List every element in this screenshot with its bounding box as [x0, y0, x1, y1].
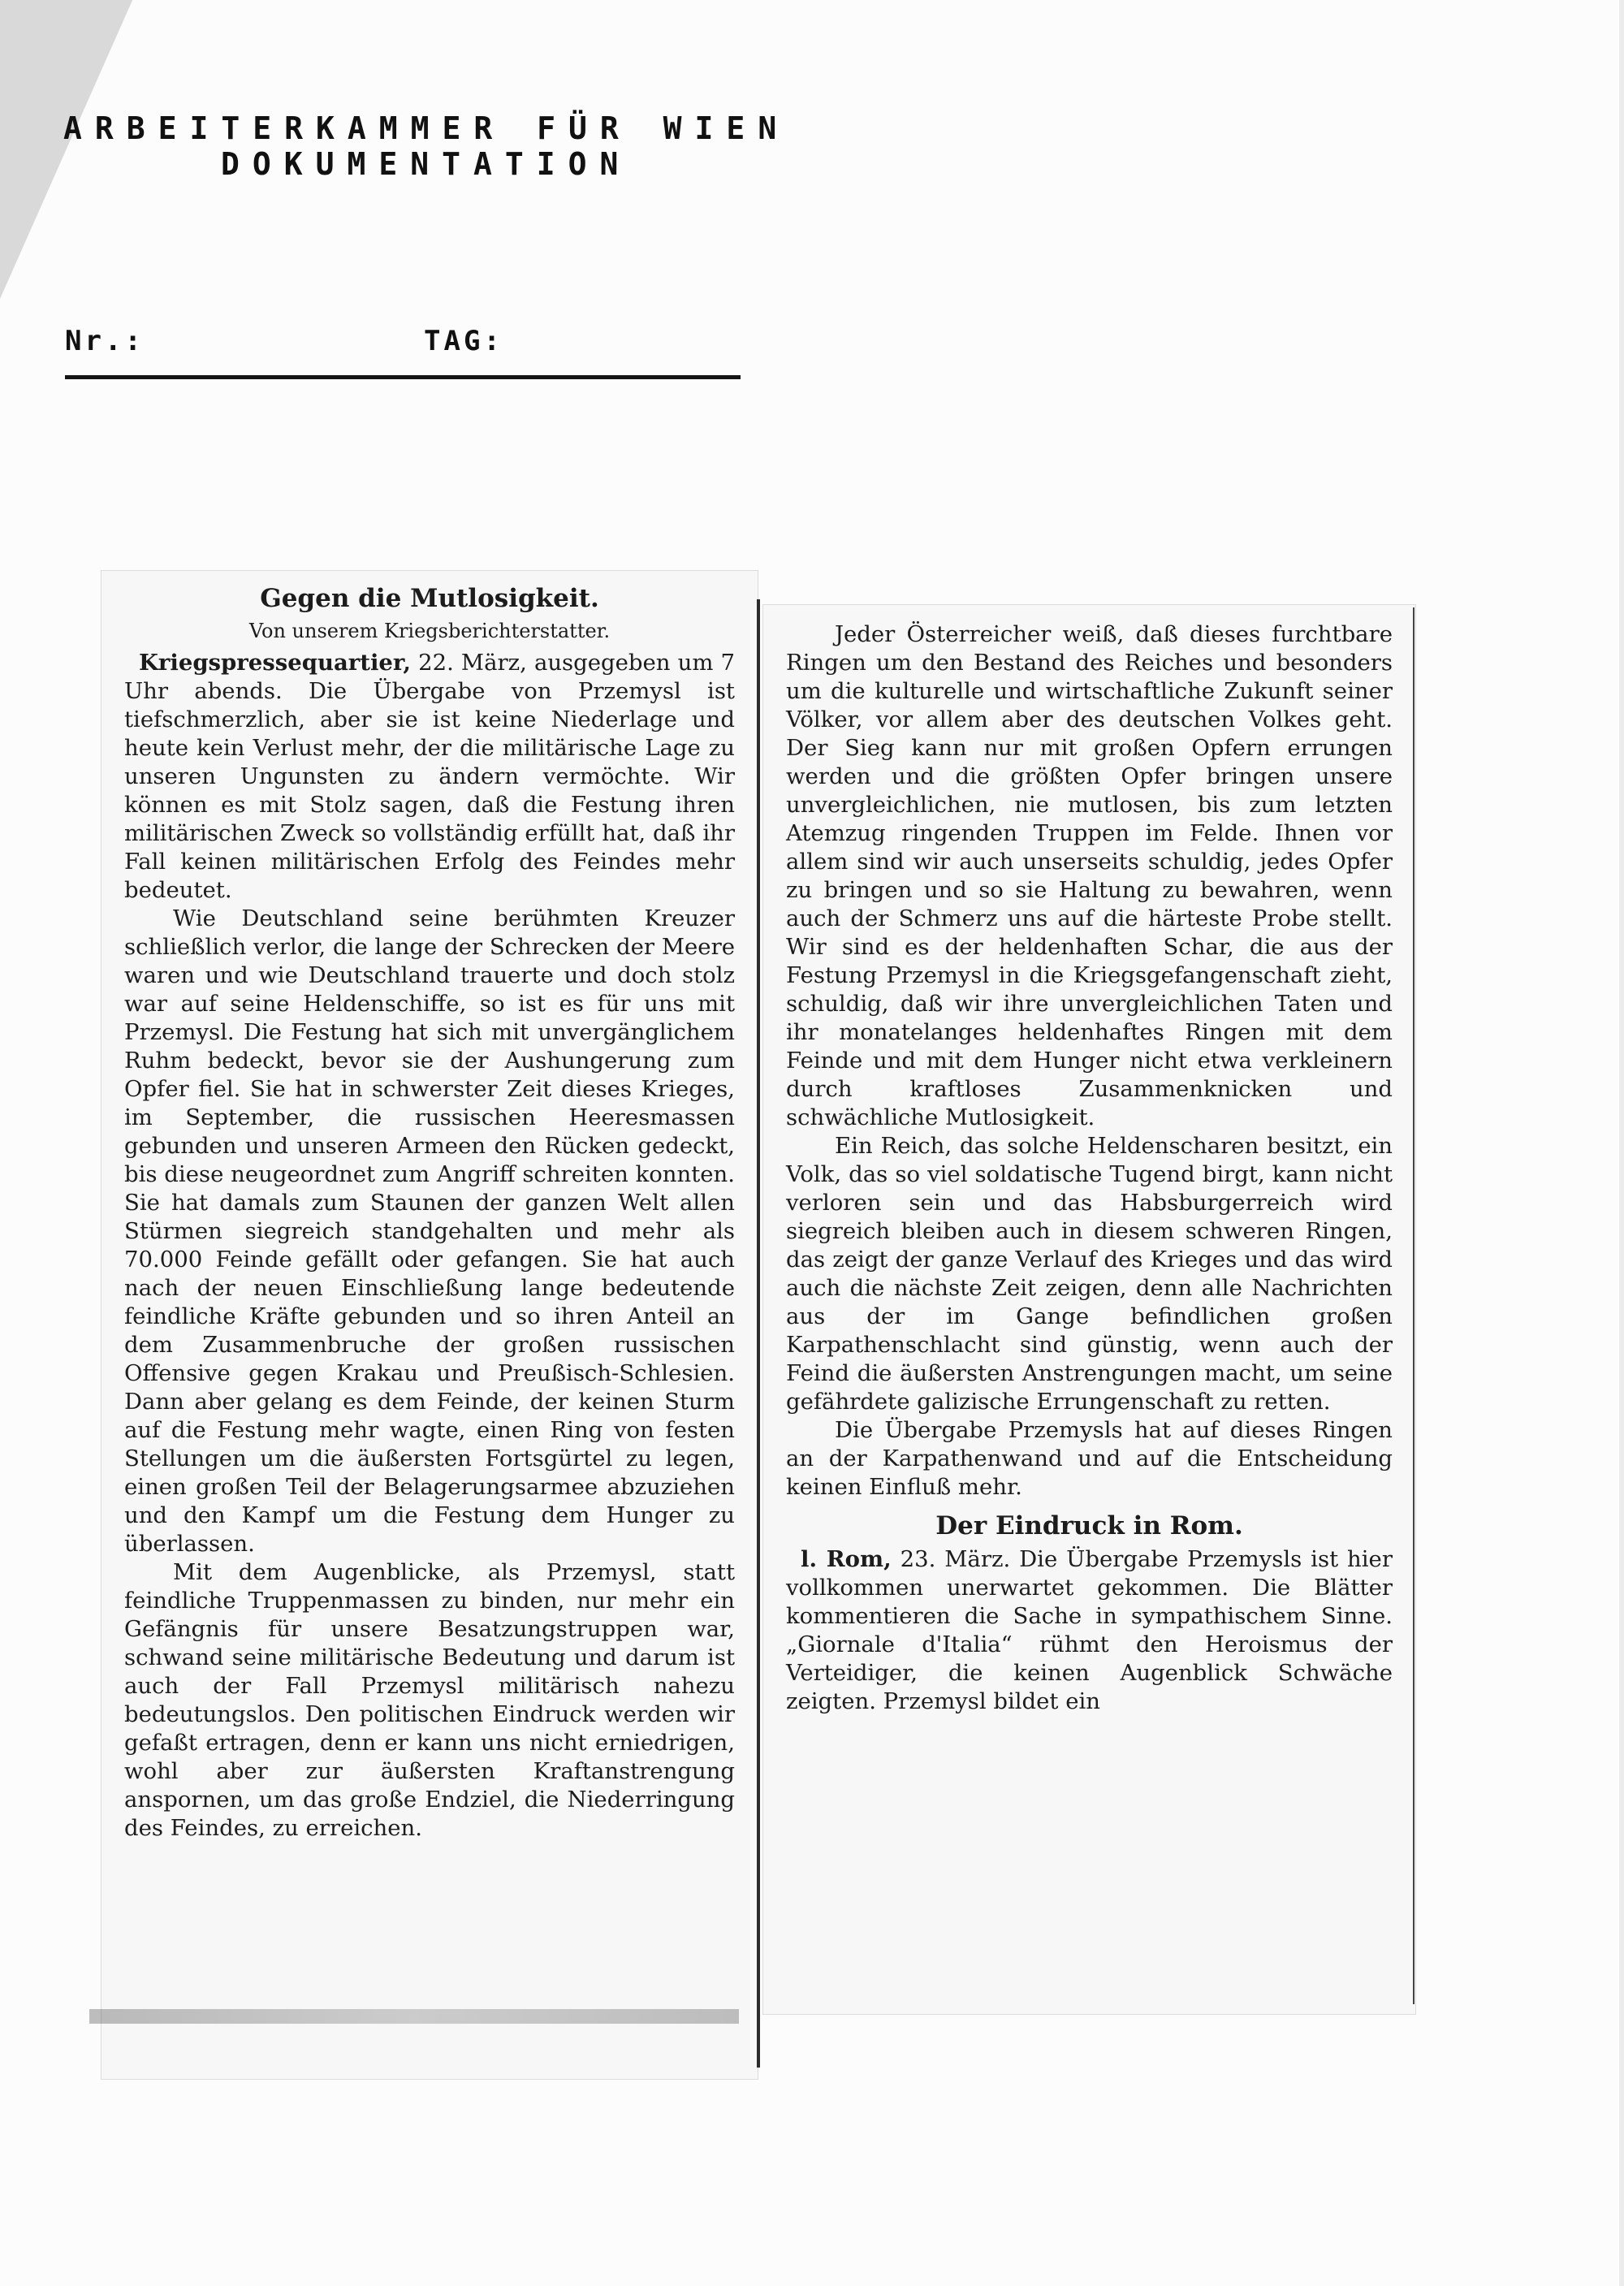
article-dateline: Kriegspressequartier, — [139, 650, 411, 676]
article-paragraph — [786, 1545, 1393, 1716]
article-paragraph: Wie Deutschland seine berühmten Kreuzer schließlich verlor, die lange der Schrecken der Meere waren und wie Deutschland trauerte und doch stolz war auf seine Heldenschiffe, so ist es für uns mit Przemysl. Die Festung hat sich mit unvergänglichem Ruhm bedeckt, bevor sie der Aushungerung zum Opfer fiel. Sie hat in schwerster Zeit dieses Krieges, im September, die russischen Heeresmassen gebunden und unseren Armeen den Rücken gedeckt, bis diese neugeordnet zum Angriff schreiten konnten. Sie hat damals zum Staunen der ganzen Welt allen Stürmen siegreich standgehalten und mehr als 70.000 Feinde gefällt oder gefangen. Sie hat auch nach der neuen Einschließung lange bedeutende feindliche Kräfte gebunden und so ihren Anteil an dem Zusammenbruche der großen russischen Offensive gegen Krakau und Preußisch-Schlesien. Dann aber gelang es dem Feinde, der keinen Sturm auf die Festung mehr wagte, einen Ring von festen Stellungen um die äußersten Fortsgürtel zu legen, einen großen Teil der Belagerungsarmee abzuziehen und den Kampf um die Festung dem Hunger zu überlassen. — [124, 905, 735, 1557]
article-paragraph: Jeder Österreicher weiß, daß dieses furchtbare Ringen um den Bestand des Reiches und besonders um die kulturelle und wirtschaftliche Zukunft seiner Völker, vor allem aber des deutschen Volkes geht. Der Sieg kann nur mit großen Opfern errungen werden und die größten Opfer bringen unsere unvergleichlichen, nie mutlosen, bis zum letzten Atemzug ringenden Truppen im Felde. Ihnen vor allem sind wir auch unserseits schuldig, jedes Opfer zu bringen und so sie Haltung zu bewahren, wenn auch der Schmerz uns auf die härteste Probe stellt. Wir sind es der heldenhaften Schar, die aus der Festung Przemysl in die Kriegsgefangenschaft zieht, schuldig, daß wir ihre unvergleichlichen Taten und ihr monatelanges heldenhaftes Ringen mit dem Feinde und mit dem Hunger nicht etwa verkleinern durch kraftloses Zusammenknicken und schwächliche Mutlosigkeit. — [786, 621, 1393, 1130]
newspaper-clipping-right — [763, 605, 1415, 2014]
sheet-edge — [1619, 0, 1624, 2286]
article-paragraph: Die Übergabe Przemysls hat auf dieses Ringen an der Karpathenwand und auf die Entscheidung keinen Einfluß mehr. — [786, 1417, 1393, 1500]
stamp-date-label: TAG: — [424, 325, 503, 357]
column-rule — [757, 599, 760, 2068]
article-paragraph: Ein Reich, das solche Heldenscharen besitzt, ein Volk, das so viel soldatische Tugend birgt, kann nicht verloren sein und das Habsburgerreich wird siegreich bleiben auch in diesem schweren Ringen, das zeigt der ganze Verlauf des Krieges und das wird auch die nächste Zeit zeigen, denn alle Nachrichten aus der im Gange befindlichen großen Karpathenschlacht sind günstig, wenn auch der Feind die äußersten Anstrengungen macht, um seine gefährdete galizische Errungenschaft zu retten. — [786, 1133, 1393, 1415]
article-dateline: l. Rom, — [801, 1546, 892, 1572]
article-headline: Gegen die Mutlosigkeit. — [260, 584, 599, 613]
stamp-department: DOKUMENTATION — [221, 146, 632, 182]
paragraph-text: 23. März. Die Übergabe Przemysls ist hier vollkommen unerwartet gekommen. Die Blätter kommentieren die Sache in sympathischem Sinne. „Giornale d'Italia“ rühmt den Heroismus der Verteidiger, die keinen Augenblick Schwäche zeigten. Przemysl bildet ein — [786, 1546, 1393, 1714]
paragraph-text: 22. März, ausgegeben um 7 Uhr abends. Die Übergabe von Przemysl ist tiefschmerzlich, aber sie ist keine Niederlage und heute kein Verlust mehr, der die militärische Lage zu unseren Ungunsten zu ändern vermöchte. Wir können es mit Stolz sagen, daß die Festung ihren militärischen Zweck so vollständig erfüllt hat, daß ihr Fall keinen militärischen Erfolg des Feindes mehr bedeutet. — [124, 650, 735, 903]
stamp-underline — [65, 375, 741, 379]
article-subheadline: Der Eindruck in Rom. — [935, 1511, 1243, 1541]
clipping-edge-line — [1413, 607, 1415, 2004]
stamp-number-label: Nr.: — [65, 325, 145, 357]
article-paragraph: Mit dem Augenblicke, als Przemysl, statt feindliche Truppenmassen zu binden, nur mehr ein Gefängnis für unsere Besatzungstruppen war, schwand seine militärische Bedeutung und darum ist auch der Fall Przemysl militärisch nahezu bedeutungslos. Den politischen Eindruck werden wir gefaßt ertragen, denn er kann uns nicht erniedrigen, wohl aber zur äußersten Kraftanstrengung anspornen, um das große Endziel, die Niederringung des Feindes, zu erreichen. — [124, 1559, 735, 1841]
article-paragraph — [124, 649, 735, 905]
scan-smudge — [89, 2009, 739, 2024]
stamp-institution: ARBEITERKAMMER FÜR WIEN — [63, 110, 790, 146]
article-byline: Von unserem Kriegsberichterstatter. — [248, 620, 611, 642]
newspaper-clipping-left — [102, 571, 758, 2079]
